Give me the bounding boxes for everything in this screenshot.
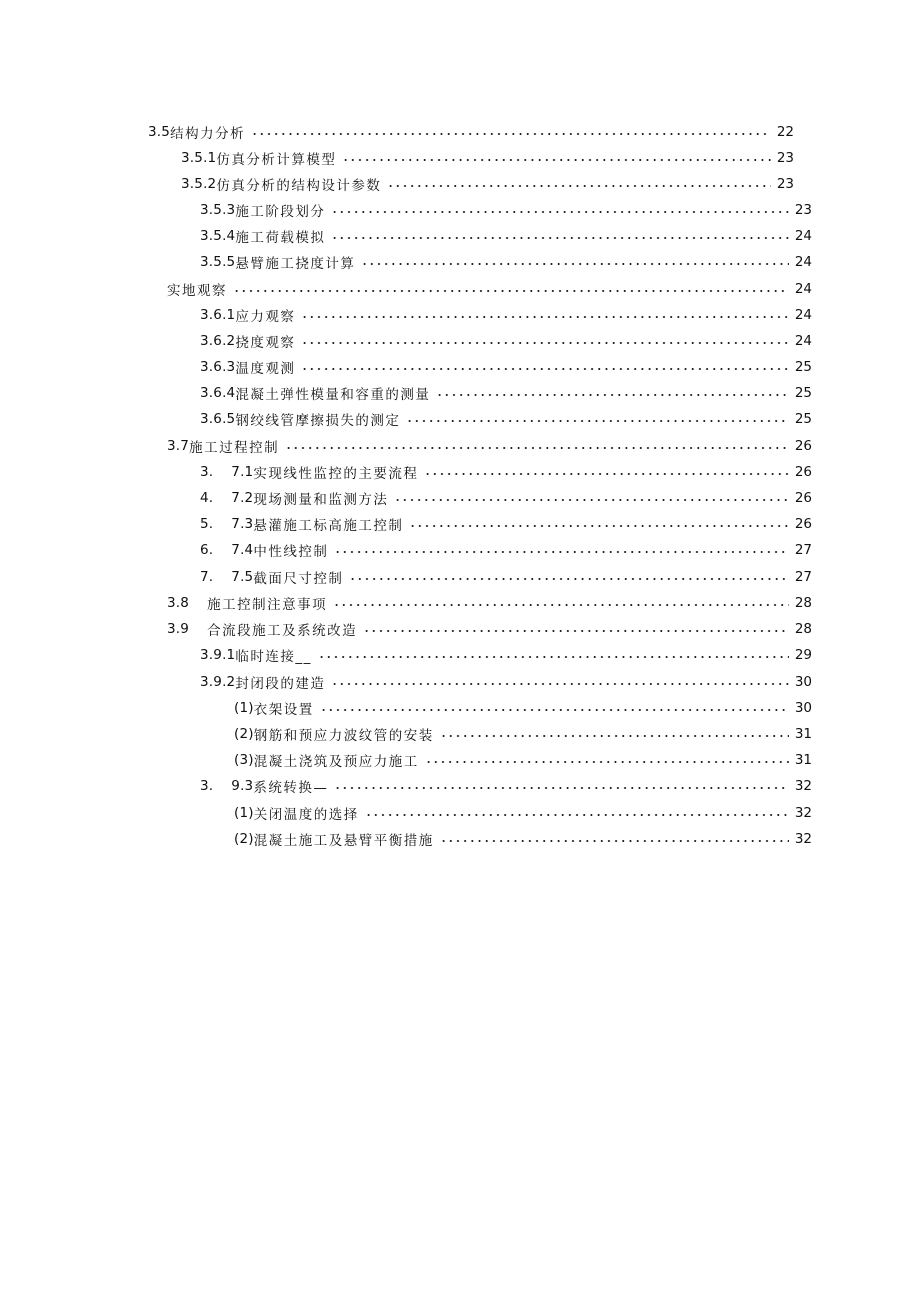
toc-entry-number: 4. xyxy=(200,490,214,506)
toc-entry-page: 31 xyxy=(794,752,812,768)
toc-entry xyxy=(200,331,812,351)
dot-leader xyxy=(331,683,788,685)
toc-entry-page: 27 xyxy=(794,569,812,585)
toc-entry xyxy=(234,803,812,823)
dot-leader xyxy=(301,316,788,318)
dot-leader xyxy=(363,630,789,632)
toc-entry xyxy=(200,540,812,560)
toc-entry-page: 24 xyxy=(794,254,812,270)
toc-entry-page: 24 xyxy=(794,333,812,349)
dot-leader xyxy=(233,290,789,292)
dot-leader xyxy=(436,394,788,396)
toc-entry-title: 施工阶段划分 xyxy=(235,204,326,220)
toc-entry xyxy=(200,409,812,429)
toc-entry xyxy=(200,357,812,377)
toc-entry-number: (2) xyxy=(234,726,254,742)
toc-entry xyxy=(200,252,812,272)
toc-entry xyxy=(234,724,812,744)
toc-entry xyxy=(200,672,812,692)
toc-entry-title: 实现线性监控的主要流程 xyxy=(253,466,419,482)
toc-entry xyxy=(181,174,794,194)
toc-entry-title: 衣架设置 xyxy=(253,702,314,718)
toc-entry xyxy=(200,645,812,665)
toc-entry-title: 现场测量和监测方法 xyxy=(253,492,389,508)
toc-entry-title: 临时连接__ xyxy=(235,649,312,665)
toc-entry-subnumber: 7.2 xyxy=(231,490,254,506)
toc-entry-subnumber: 7.3 xyxy=(231,516,254,532)
toc-entry xyxy=(200,200,812,220)
toc-entry xyxy=(200,567,812,587)
toc-entry-title: 实地观察 xyxy=(167,283,227,299)
dot-leader xyxy=(331,211,788,213)
toc-entry xyxy=(200,383,812,403)
toc-entry xyxy=(234,829,812,849)
toc-entry-number: 3.5.4 xyxy=(200,228,236,244)
toc-entry xyxy=(167,593,812,613)
toc-entry xyxy=(234,750,812,770)
dot-leader xyxy=(394,499,788,501)
toc-entry-page: 28 xyxy=(794,621,812,637)
toc-entry-number: (1) xyxy=(234,805,254,821)
toc-entry-subnumber: 7.5 xyxy=(231,569,254,585)
toc-entry xyxy=(200,462,812,482)
dot-leader xyxy=(440,735,789,737)
toc-entry-number: 7. xyxy=(200,569,214,585)
toc-entry-page: 29 xyxy=(794,647,812,663)
toc-entry-page: 30 xyxy=(794,674,812,690)
toc-entry-page: 32 xyxy=(794,831,812,847)
toc-entry-page: 24 xyxy=(794,307,812,323)
dot-leader xyxy=(301,368,788,370)
toc-entry-page: 23 xyxy=(794,202,812,218)
toc-entry-page: 26 xyxy=(794,490,812,506)
toc-entry-title: 仿真分析的结构设计参数 xyxy=(216,178,382,194)
toc-entry-page: 32 xyxy=(794,778,812,794)
toc-entry-title: 关闭温度的选择 xyxy=(253,807,359,823)
dot-leader xyxy=(251,133,771,135)
toc-entry-number: (3) xyxy=(234,752,254,768)
toc-entry-subnumber: 7.4 xyxy=(231,542,254,558)
dot-leader xyxy=(365,814,789,816)
toc-entry-page: 24 xyxy=(794,228,812,244)
toc-entry-title: 截面尺寸控制 xyxy=(253,571,344,587)
dot-leader xyxy=(361,263,788,265)
dot-leader xyxy=(409,525,788,527)
toc-entry-number: 3.8 xyxy=(167,595,190,611)
toc-entry-subnumber: 9.3 xyxy=(231,778,254,794)
toc-entry-number: 3.7 xyxy=(167,438,190,454)
toc-entry-title: 混凝土浇筑及预应力施工 xyxy=(253,754,419,770)
dot-leader xyxy=(333,604,789,606)
toc-entry xyxy=(167,619,812,639)
toc-entry-number: 3.5 xyxy=(148,124,171,140)
toc-entry-page: 32 xyxy=(794,805,812,821)
toc-entry-number: 3.6.1 xyxy=(200,307,236,323)
toc-entry-number: 3.5.5 xyxy=(200,254,236,270)
toc-entry-page: 22 xyxy=(776,124,794,140)
toc-entry-number: 3.6.3 xyxy=(200,359,236,375)
toc-entry-title: 封闭段的建造 xyxy=(235,676,326,692)
toc-entry-page: 25 xyxy=(794,411,812,427)
toc-entry xyxy=(148,122,794,142)
toc-entry-number: (1) xyxy=(234,700,254,716)
toc-entry-page: 27 xyxy=(794,542,812,558)
toc-entry-title: 仿真分析计算模型 xyxy=(216,152,337,168)
dot-leader xyxy=(320,709,789,711)
toc-entry-number: 3. xyxy=(200,778,214,794)
dot-leader xyxy=(342,159,770,161)
toc-entry-page: 24 xyxy=(794,281,812,297)
toc-entry xyxy=(234,698,812,718)
dot-leader xyxy=(425,761,789,763)
toc-entry-title: 混凝土弹性模量和容重的测量 xyxy=(235,387,431,403)
dot-leader xyxy=(334,787,788,789)
toc-entry xyxy=(200,776,812,796)
dot-leader xyxy=(331,237,788,239)
dot-leader xyxy=(406,420,788,422)
toc-entry-title: 施工控制注意事项 xyxy=(207,597,328,613)
toc-entry-title: 施工过程控制 xyxy=(189,440,280,456)
toc-entry-title: 合流段施工及系统改造 xyxy=(207,623,358,639)
toc-entry-page: 26 xyxy=(794,438,812,454)
dot-leader xyxy=(318,656,789,658)
toc-entry xyxy=(200,305,812,325)
toc-entry xyxy=(181,148,794,168)
toc-entry-title: 施工荷载模拟 xyxy=(235,230,326,246)
dot-leader xyxy=(334,551,788,553)
dot-leader xyxy=(349,578,788,580)
dot-leader xyxy=(301,342,788,344)
toc-entry-number: 6. xyxy=(200,542,214,558)
toc-entry-page: 23 xyxy=(776,150,794,166)
toc-entry-number: 3. xyxy=(200,464,214,480)
toc-entry-title: 悬灌施工标高施工控制 xyxy=(253,518,404,534)
toc-entry-number: 3.6.4 xyxy=(200,385,236,401)
toc-entry-title: 中性线控制 xyxy=(253,544,329,560)
toc-entry xyxy=(200,226,812,246)
dot-leader xyxy=(387,185,770,187)
toc-entry-page: 25 xyxy=(794,359,812,375)
toc-entry-number: 3.6.5 xyxy=(200,411,236,427)
toc-entry-number: 3.6.2 xyxy=(200,333,236,349)
toc-entry-title: 悬臂施工挠度计算 xyxy=(235,256,356,272)
toc-entry xyxy=(200,514,812,534)
toc-entry-number: 3.5.1 xyxy=(181,150,217,166)
toc-entry-title: 应力观察 xyxy=(235,309,296,325)
toc-entry-number: 5. xyxy=(200,516,214,532)
dot-leader xyxy=(424,473,788,475)
toc-entry-page: 30 xyxy=(794,700,812,716)
toc-entry-subnumber: 7.1 xyxy=(231,464,254,480)
toc-entry-number: 3.5.2 xyxy=(181,176,217,192)
toc-entry-title: 结构力分析 xyxy=(170,126,246,142)
toc-entry-number: 3.9.1 xyxy=(200,647,236,663)
toc-entry-title: 系统转换— xyxy=(253,780,329,796)
toc-entry xyxy=(167,279,812,299)
toc-entry-title: 温度观测 xyxy=(235,361,296,377)
toc-entry-title: 混凝土施工及悬臂平衡措施 xyxy=(253,833,434,849)
toc-entry-number: (2) xyxy=(234,831,254,847)
toc-entry-page: 26 xyxy=(794,464,812,480)
toc-entry-page: 25 xyxy=(794,385,812,401)
toc-entry xyxy=(167,436,812,456)
toc-entry-page: 28 xyxy=(794,595,812,611)
dot-leader xyxy=(285,447,789,449)
toc-entry-number: 3.5.3 xyxy=(200,202,236,218)
toc-entry-title: 钢筋和预应力波纹管的安装 xyxy=(253,728,434,744)
toc-entry-number: 3.9.2 xyxy=(200,674,236,690)
toc-entry-title: 钢绞线管摩擦损失的测定 xyxy=(235,413,401,429)
toc-entry-page: 23 xyxy=(776,176,794,192)
toc-entry-page: 31 xyxy=(794,726,812,742)
toc-entry-number: 3.9 xyxy=(167,621,190,637)
toc-entry-page: 26 xyxy=(794,516,812,532)
toc-entry-title: 挠度观察 xyxy=(235,335,296,351)
toc-entry xyxy=(200,488,812,508)
dot-leader xyxy=(440,840,789,842)
